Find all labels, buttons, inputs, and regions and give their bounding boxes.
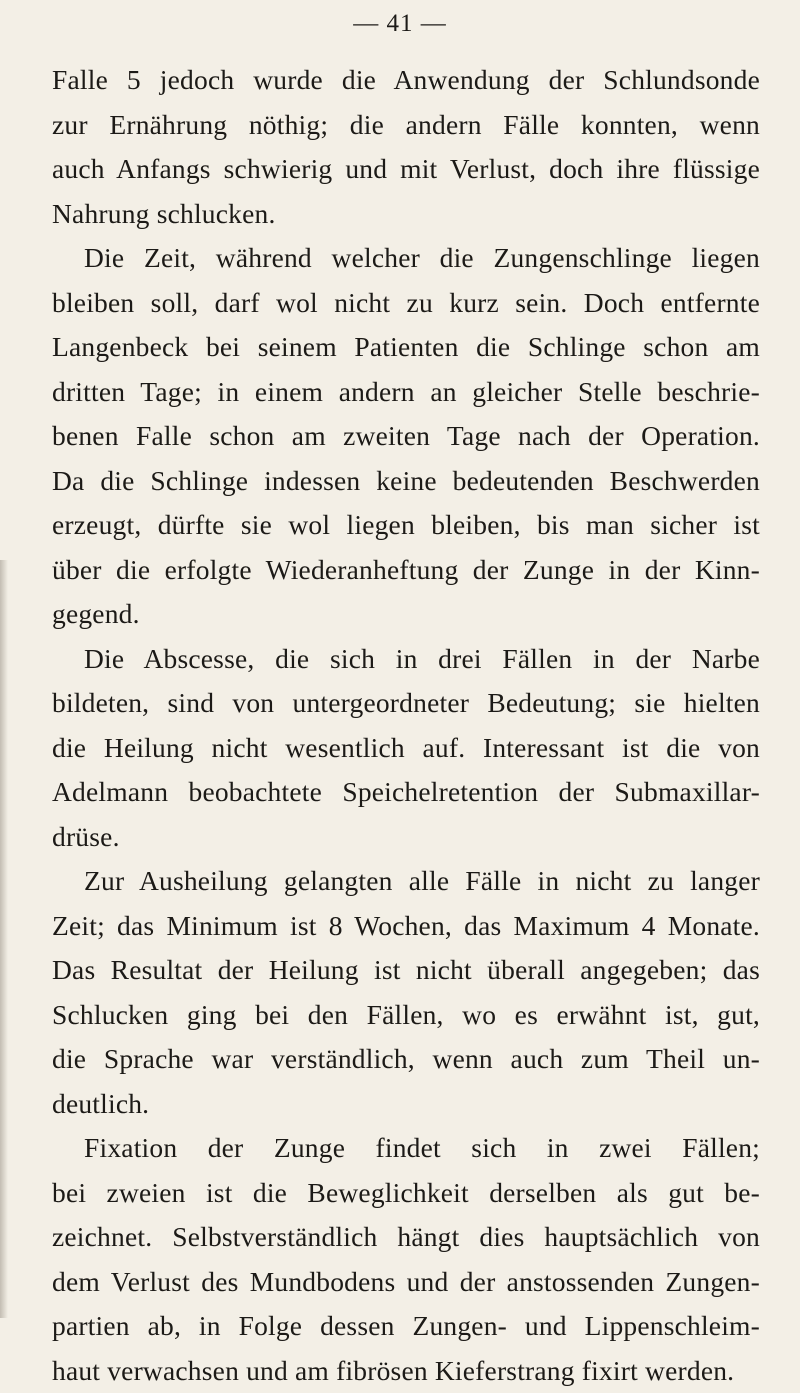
text-line: Zeit; das Minimum ist 8 Wochen, das Maximum 4 Monate. — [52, 904, 760, 949]
page-edge-shadow — [0, 560, 8, 1318]
text-line: zeichnet. Selbstverständlich hängt dies hauptsächlich von — [52, 1215, 760, 1260]
page-number: — 41 — — [0, 10, 800, 38]
text-line: auch Anfangs schwierig und mit Verlust, doch ihre flüssige — [52, 147, 760, 192]
text-line: bildeten, sind von untergeordneter Bedeutung; sie hielten — [52, 681, 760, 726]
text-line: bleiben soll, darf wol nicht zu kurz sein. Doch entfernte — [52, 281, 760, 326]
text-line: Langenbeck bei seinem Patienten die Schlinge schon am — [52, 325, 760, 370]
text-line: deutlich. — [52, 1082, 760, 1127]
paragraph — [52, 236, 760, 637]
text-line: die Heilung nicht wesentlich auf. Interessant ist die von — [52, 726, 760, 771]
text-line: drüse. — [52, 815, 760, 860]
text-line: erzeugt, dürfte sie wol liegen bleiben, bis man sicher ist — [52, 503, 760, 548]
text-line: partien ab, in Folge dessen Zungen- und Lippenschleim- — [52, 1304, 760, 1349]
text-line: dritten Tage; in einem andern an gleicher Stelle beschrie- — [52, 370, 760, 415]
text-line: Schlucken ging bei den Fällen, wo es erwähnt ist, gut, — [52, 993, 760, 1038]
text-line: Fixation der Zunge findet sich in zwei Fällen; — [52, 1126, 760, 1171]
text-line: dem Verlust des Mundbodens und der anstossenden Zungen- — [52, 1260, 760, 1305]
text-line: Adelmann beobachtete Speichelretention der Submaxillar- — [52, 770, 760, 815]
text-line: Die Abscesse, die sich in drei Fällen in der Narbe — [52, 637, 760, 682]
text-line: benen Falle schon am zweiten Tage nach der Operation. — [52, 414, 760, 459]
text-line: über die erfolgte Wiederanheftung der Zunge in der Kinn- — [52, 548, 760, 593]
text-line: Die Zeit, während welcher die Zungenschlinge liegen — [52, 236, 760, 281]
text-line: Nahrung schlucken. — [52, 192, 760, 237]
paragraph — [52, 859, 760, 1126]
text-line: die Sprache war verständlich, wenn auch zum Theil un- — [52, 1037, 760, 1082]
text-line: haut verwachsen und am fibrösen Kieferstrang fixirt werden. — [52, 1349, 760, 1393]
body-text — [52, 58, 760, 1393]
paragraph — [52, 58, 760, 236]
text-line: Zur Ausheilung gelangten alle Fälle in nicht zu langer — [52, 859, 760, 904]
paragraph — [52, 1126, 760, 1393]
text-line: bei zweien ist die Beweglichkeit derselben als gut be- — [52, 1171, 760, 1216]
text-line: Da die Schlinge indessen keine bedeutenden Beschwerden — [52, 459, 760, 504]
text-line: Falle 5 jedoch wurde die Anwendung der Schlundsonde — [52, 58, 760, 103]
paragraph — [52, 637, 760, 860]
text-line: Das Resultat der Heilung ist nicht überall angegeben; das — [52, 948, 760, 993]
text-line: zur Ernährung nöthig; die andern Fälle konnten, wenn — [52, 103, 760, 148]
text-line: gegend. — [52, 592, 760, 637]
